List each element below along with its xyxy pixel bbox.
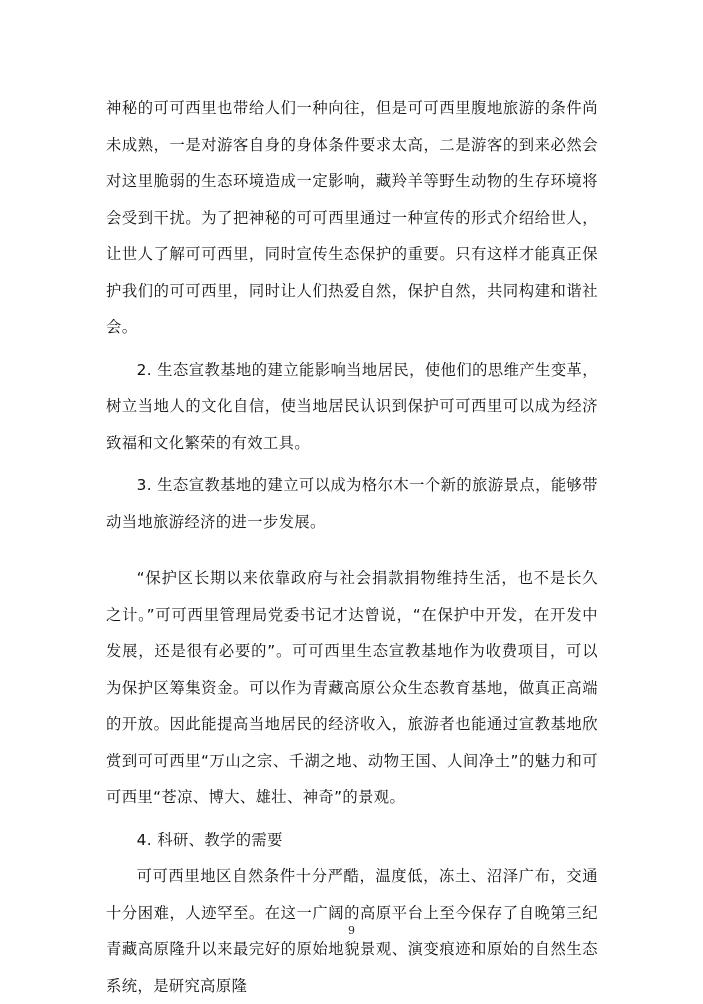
paragraph-point-3: 3. 生态宣教基地的建立可以成为格尔木一个新的旅游景点，能够带动当地旅游经济的进一步发展。 (106, 476, 598, 531)
paragraph-point-2: 2. 生态宣教基地的建立能影响当地居民，使他们的思维产生变革，树立当地人的文化自信，使当地居民认识到保护可可西里可以成为经济致福和文化繁荣的有效工具。 (106, 360, 598, 452)
paragraph-tourism-continuation: 神秘的可可西里也带给人们一种向往，但是可可西里腹地旅游的条件尚未成熟，一是对游客自身的身体条件要求太高，二是游客的到来必然会对这里脆弱的生态环境造成一定影响，藏羚羊等野生动物的生存环境将会受到干扰。为了把神秘的可可西里通过一种宣传的形式介绍给世人，让世人了解可可西里，同时宣传生态保护的重要。只有这样才能真正保护我们的可可西里，同时让人们热爱自然，保护自然，共同构建和谐社会。 (106, 99, 598, 336)
paragraph-natural-conditions: 可可西里地区自然条件十分严酷，温度低，冻土、沼泽广布，交通十分困难，人迹罕至。在这一广阔的高原平台上至今保存了自晚第三纪青藏高原隆升以来最完好的原始地貌景观、演变痕迹和原始的自然生态系统，是研究高原隆 (106, 867, 598, 995)
paragraph-quote-funding: “保护区长期以来依靠政府与社会捐款捐物维持生活，也不是长久之计。”可可西里管理局党委书记才达曾说，“在保护中开发，在开发中发展，还是很有必要的”。可可西里生态宣教基地作为收费项目，可以为保护区筹集资金。可以作为青藏高原公众生态教育基地，做真正高端的开放。因此能提高当地居民的经济收入，旅游者也能通过宣教基地欣赏到可可西里“万山之宗、千湖之地、动物王国、人间净土”的魅力和可可西里“苍凉、博大、雄壮、神奇”的景观。 (106, 569, 598, 806)
section-heading-research-teaching: 4. 科研、教学的需要 (136, 830, 283, 849)
document-body (106, 90, 598, 1004)
page-number: 9 (348, 924, 355, 937)
